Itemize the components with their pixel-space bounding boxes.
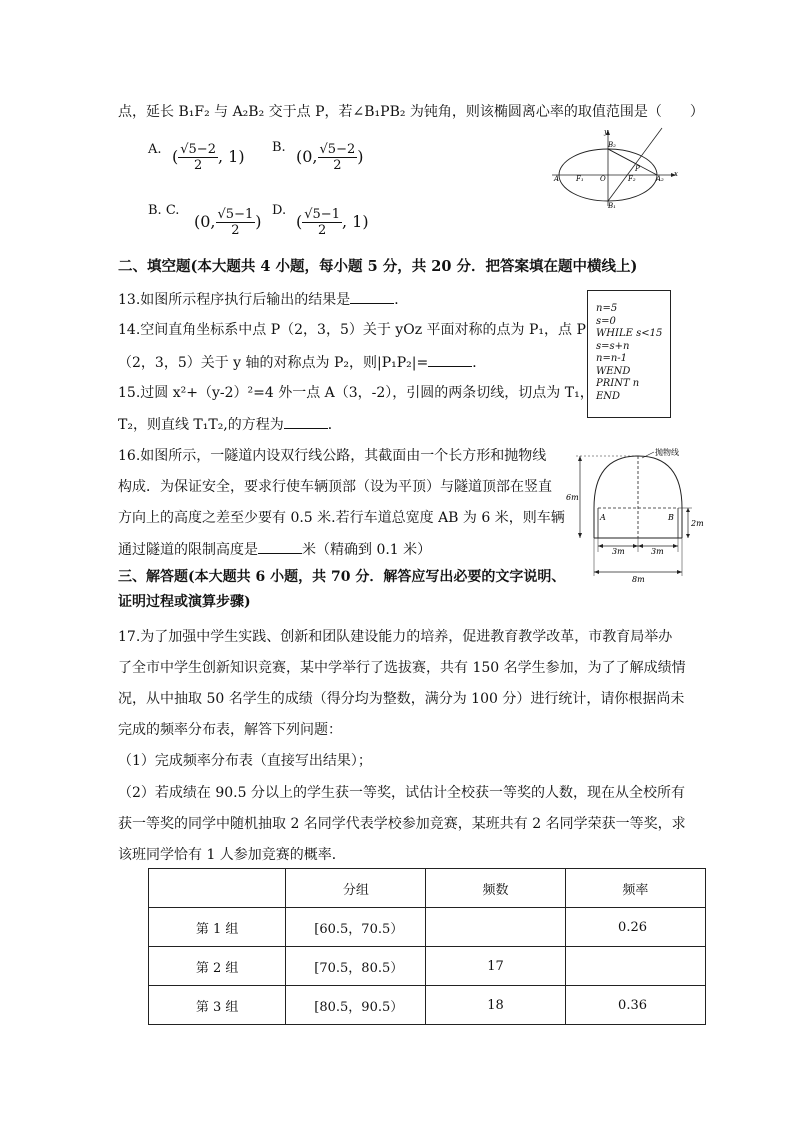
section-3-heading-2: 证明过程或演算步骤) — [118, 594, 251, 610]
table-header-cell: 频率 — [565, 869, 705, 908]
q15-line-2: T₂，则直线 T₁T₂,的方程为 ． — [118, 414, 342, 435]
table-cell[interactable] — [426, 908, 565, 947]
q16-line-4: 通过隧道的限制高度是 米（精确到 0.1 米） — [118, 539, 431, 560]
tunnel-half-right-label: 3m — [651, 547, 664, 556]
program-line: WHILE s<15 — [596, 328, 663, 339]
table-cell: 17 — [426, 947, 565, 986]
q17-line: 该班同学恰有 1 人参加竞赛的概率． — [118, 847, 346, 863]
table-row — [149, 986, 706, 1025]
table-row — [149, 947, 706, 986]
table-cell: 第 1 组 — [149, 908, 286, 947]
table-header-cell: 分组 — [286, 869, 426, 908]
q16-line-1: 16.如图所示，一隧道内设双行线公路，其截面由一个长方形和抛物线 — [118, 448, 547, 464]
program-line: END — [596, 390, 621, 402]
fig-y-label: y — [604, 128, 608, 136]
q17-line: 了全市中学生创新知识竞赛，某中学举行了选拔赛，共有 150 名学生参加，为了了解成绩情 — [118, 660, 686, 676]
q14-line-2: （2，3，5）关于 y 轴的对称点为 P₂，则|P₁P₂|= ． — [118, 352, 486, 373]
tunnel-parabola-label: 抛物线 — [655, 448, 679, 457]
program-line: n=5 — [596, 303, 618, 314]
table-header-cell: 频数 — [426, 869, 565, 908]
program-line: n=n-1 — [596, 353, 628, 364]
tunnel-a-label: A — [600, 513, 606, 522]
fig-a2-label: A₂ — [656, 175, 664, 183]
option-a-value[interactable]: ( $\frac{√5-2}{2}$ , 1) — [172, 142, 245, 173]
section-2-heading: 二、填空题(本大题共 4 小题，每小题 5 分，共 20 分．把答案填在题中横线上) — [118, 258, 638, 275]
tunnel-side-label: 2m — [691, 519, 704, 528]
table-cell: [80.5，90.5） — [286, 986, 426, 1025]
program-line: s=s+n — [596, 340, 630, 352]
q17-line: 况，从中抽取 50 名学生的成绩（得分均为整数，满分为 100 分）进行统计，请你根据尚未 — [118, 691, 685, 707]
table-header-row — [149, 869, 706, 908]
tunnel-b-label: B — [668, 513, 674, 522]
q12-text: 点，延长 B₁F₂ 与 A₂B₂ 交于点 P，若∠B₁PB₂ 为钝角，则该椭圆离心率的取值范围是（ ） — [118, 104, 704, 120]
tunnel-width-label: 8m — [632, 575, 645, 582]
q13-text: 13.如图所示程序执行后输出的结果是 ． — [118, 289, 408, 310]
table-header-cell — [149, 869, 286, 908]
q17-line: 获一等奖的同学中随机抽取 2 名同学代表学校参加竞赛，某班共有 2 名同学荣获一等奖，求 — [118, 816, 686, 832]
table-cell: 第 2 组 — [149, 947, 286, 986]
q14-line-1: 14.空间直角坐标系中点 P（2，3，5）关于 yOz 平面对称的点为 P₁，点 P — [118, 322, 586, 338]
program-box — [587, 290, 671, 418]
q17-line: 17.为了加强中学生实践、创新和团队建设能力的培养，促进教育教学改革，市教育局举办 — [118, 629, 673, 645]
fig-p-label: P — [635, 165, 640, 173]
q13-answer-blank[interactable] — [350, 289, 394, 304]
program-line: WEND — [596, 365, 631, 377]
q15-answer-blank[interactable] — [284, 414, 328, 429]
table-cell: 0.26 — [565, 908, 705, 947]
fig-f1-label: F₁ — [576, 175, 584, 183]
program-line: s=0 — [596, 315, 616, 327]
q16-answer-blank[interactable] — [258, 539, 302, 554]
fig-o-label: O — [600, 175, 606, 183]
option-b-label[interactable]: B. — [272, 140, 286, 155]
fig-f2-label: F₂ — [628, 175, 636, 183]
q14-answer-blank[interactable] — [428, 352, 472, 367]
tunnel-height-label: 6m — [566, 493, 579, 502]
table-cell: [60.5，70.5） — [286, 908, 426, 947]
ellipse-figure — [548, 126, 682, 210]
q17-line: 完成的频率分布表，解答下列问题： — [118, 722, 342, 738]
frequency-table — [148, 868, 706, 1025]
option-a-label[interactable]: A. — [148, 142, 162, 157]
section-3-heading-1: 三、解答题(本大题共 6 小题，共 70 分．解答应写出必要的文字说明、 — [118, 569, 566, 585]
option-d-label[interactable]: D. — [272, 203, 287, 218]
q16-line-3: 方向上的高度之差至少要有 0.5 米.若行车道总宽度 AB 为 6 米，则车辆 — [118, 510, 565, 526]
option-b-value[interactable]: (0, $\frac{√5-2}{2}$ ) — [296, 142, 364, 173]
program-line: PRINT n — [596, 378, 640, 389]
table-cell: 0.36 — [565, 986, 705, 1025]
tunnel-figure — [562, 446, 712, 582]
tunnel-half-left-label: 3m — [612, 547, 625, 556]
q17-line: （2）若成绩在 90.5 分以上的学生获一等奖，试估计全校获一等奖的人数，现在从全校所有 — [118, 785, 685, 801]
option-c-label[interactable]: B. C. — [148, 203, 180, 218]
q17-line: （1）完成频率分布表（直接写出结果）； — [118, 753, 372, 769]
option-c-value[interactable]: (0, $\frac{√5-1}{2}$ ) — [194, 207, 262, 238]
fig-b1-label: B₁ — [608, 202, 616, 210]
option-d-value[interactable]: ( $\frac{√5-1}{2}$ , 1) — [296, 207, 369, 238]
table-cell: 18 — [426, 986, 565, 1025]
table-cell[interactable] — [565, 947, 705, 986]
table-cell: 第 3 组 — [149, 986, 286, 1025]
table-cell: [70.5，80.5） — [286, 947, 426, 986]
fig-a1-label: A — [554, 175, 560, 183]
fig-b2-label: B₂ — [608, 141, 616, 149]
fig-x-label: x — [674, 170, 678, 178]
q15-line-1: 15.过圆 x²+（y-2）²=4 外一点 A（3，-2），引圆的两条切线，切点为 T₁， — [118, 385, 594, 401]
table-row — [149, 908, 706, 947]
q16-line-2: 构成．为保证安全，要求行使车辆顶部（设为平顶）与隧道顶部在竖直 — [118, 479, 552, 495]
